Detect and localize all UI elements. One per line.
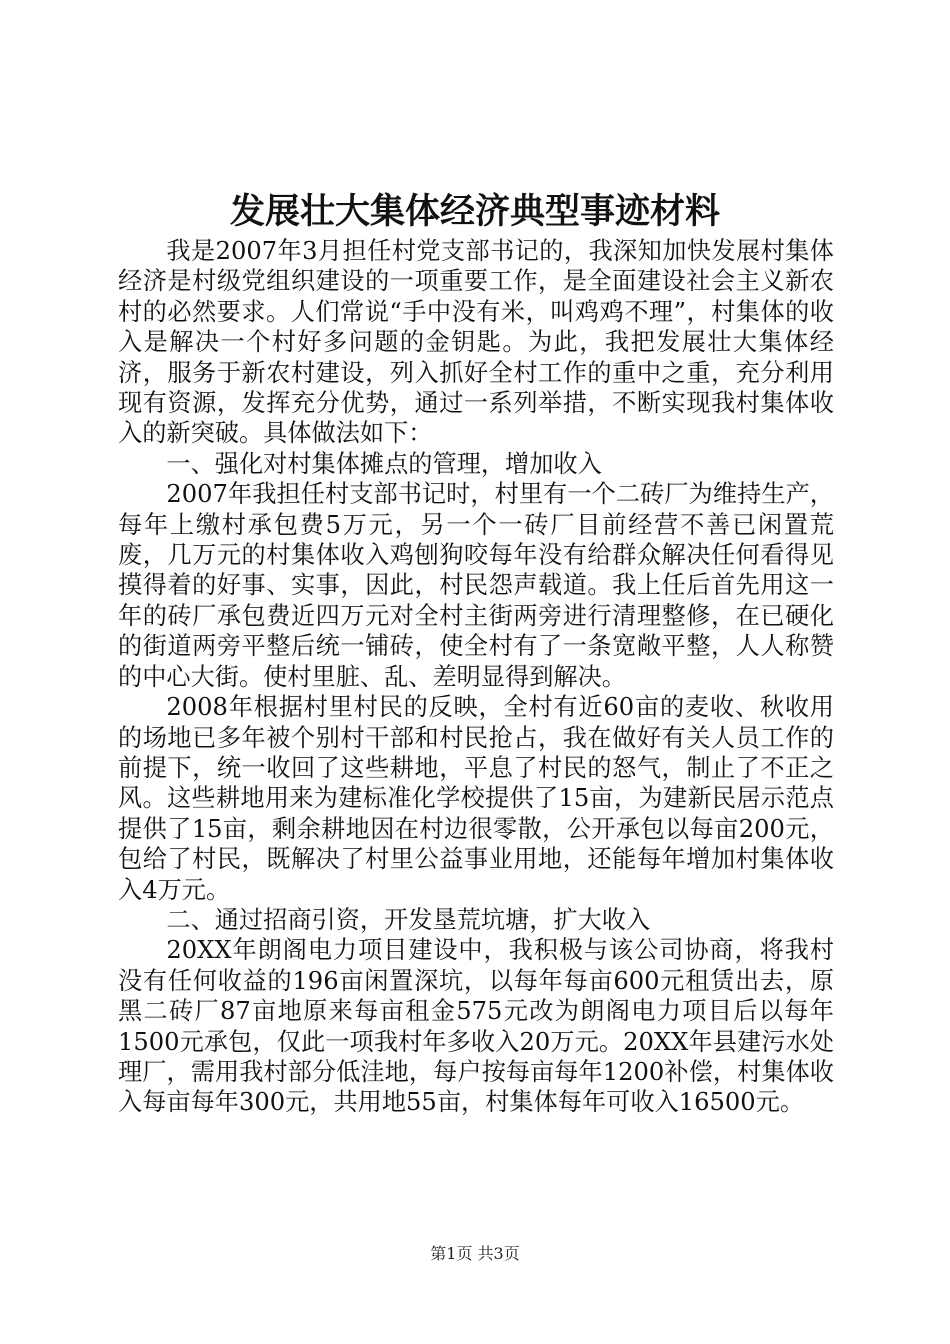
document-body (118, 236, 834, 1118)
document-title: 发展壮大集体经济典型事迹材料 (229, 191, 720, 232)
paragraph-2008: 2008年根据村里村民的反映，全村有近60亩的麦收、秋收用的场地已多年被个别村干部和村民抢占，我在做好有关人员工作的前提下，统一收回了这些耕地，平息了村民的怒气，制止了不正之风。这些耕地用来为建标准化学校提供了15亩，为建新民居示范点提供了15亩，剩余耕地因在村边很零散，公开承包以每亩200元，包给了村民，既解决了村里公益事业用地，还能每年增加村集体收入4万元。 (118, 693, 834, 904)
section-heading-1: 一、强化对村集体摊点的管理，增加收入 (166, 449, 602, 478)
paragraph-2007: 2007年我担任村支部书记时，村里有一个二砖厂为维持生产，每年上缴村承包费5万元，另一个一砖厂目前经营不善已闲置荒废，几万元的村集体收入鸡刨狗咬每年没有给群众解决任何看得见摸得着的好事、实事，因此，村民怨声载道。我上任后首先用这一年的砖厂承包费近四万元对全村主街两旁进行清理整修，在已硬化的街道两旁平整后统一铺砖，使全村有了一条宽敞平整，人人称赞的中心大街。使村里脏、乱、差明显得到解决。 (118, 480, 834, 691)
paragraph-intro: 我是2007年3月担任村党支部书记的，我深知加快发展村集体经济是村级党组织建设的一项重要工作，是全面建设社会主义新农村的必然要求。人们常说“手中没有米，叫鸡鸡不理”，村集体的收入是解决一个村好多问题的金钥匙。为此，我把发展壮大集体经济，服务于新农村建设，列入抓好全村工作的重中之重，充分利用现有资源，发挥充分优势，通过一系列举措，不断实现我村集体收入的新突破。具体做法如下： (118, 237, 834, 448)
page-indicator: 第1页 共3页 (430, 1244, 520, 1263)
paragraph-20xx: 20XX年朗阁电力项目建设中，我积极与该公司协商，将我村没有任何收益的196亩闲置深坑，以每年每亩600元租赁出去，原黑二砖厂87亩地原来每亩租金575元改为朗阁电力项目后以每年1500元承包，仅此一项我村年多收入20万元。20XX年县建污水处理厂，需用我村部分低洼地，每户按每亩每年1200补偿，村集体收入每亩每年300元，共用地55亩，村集体每年可收入16500元。 (118, 936, 834, 1117)
section-heading-2: 二、通过招商引资，开发垦荒坑塘，扩大收入 (166, 905, 651, 934)
